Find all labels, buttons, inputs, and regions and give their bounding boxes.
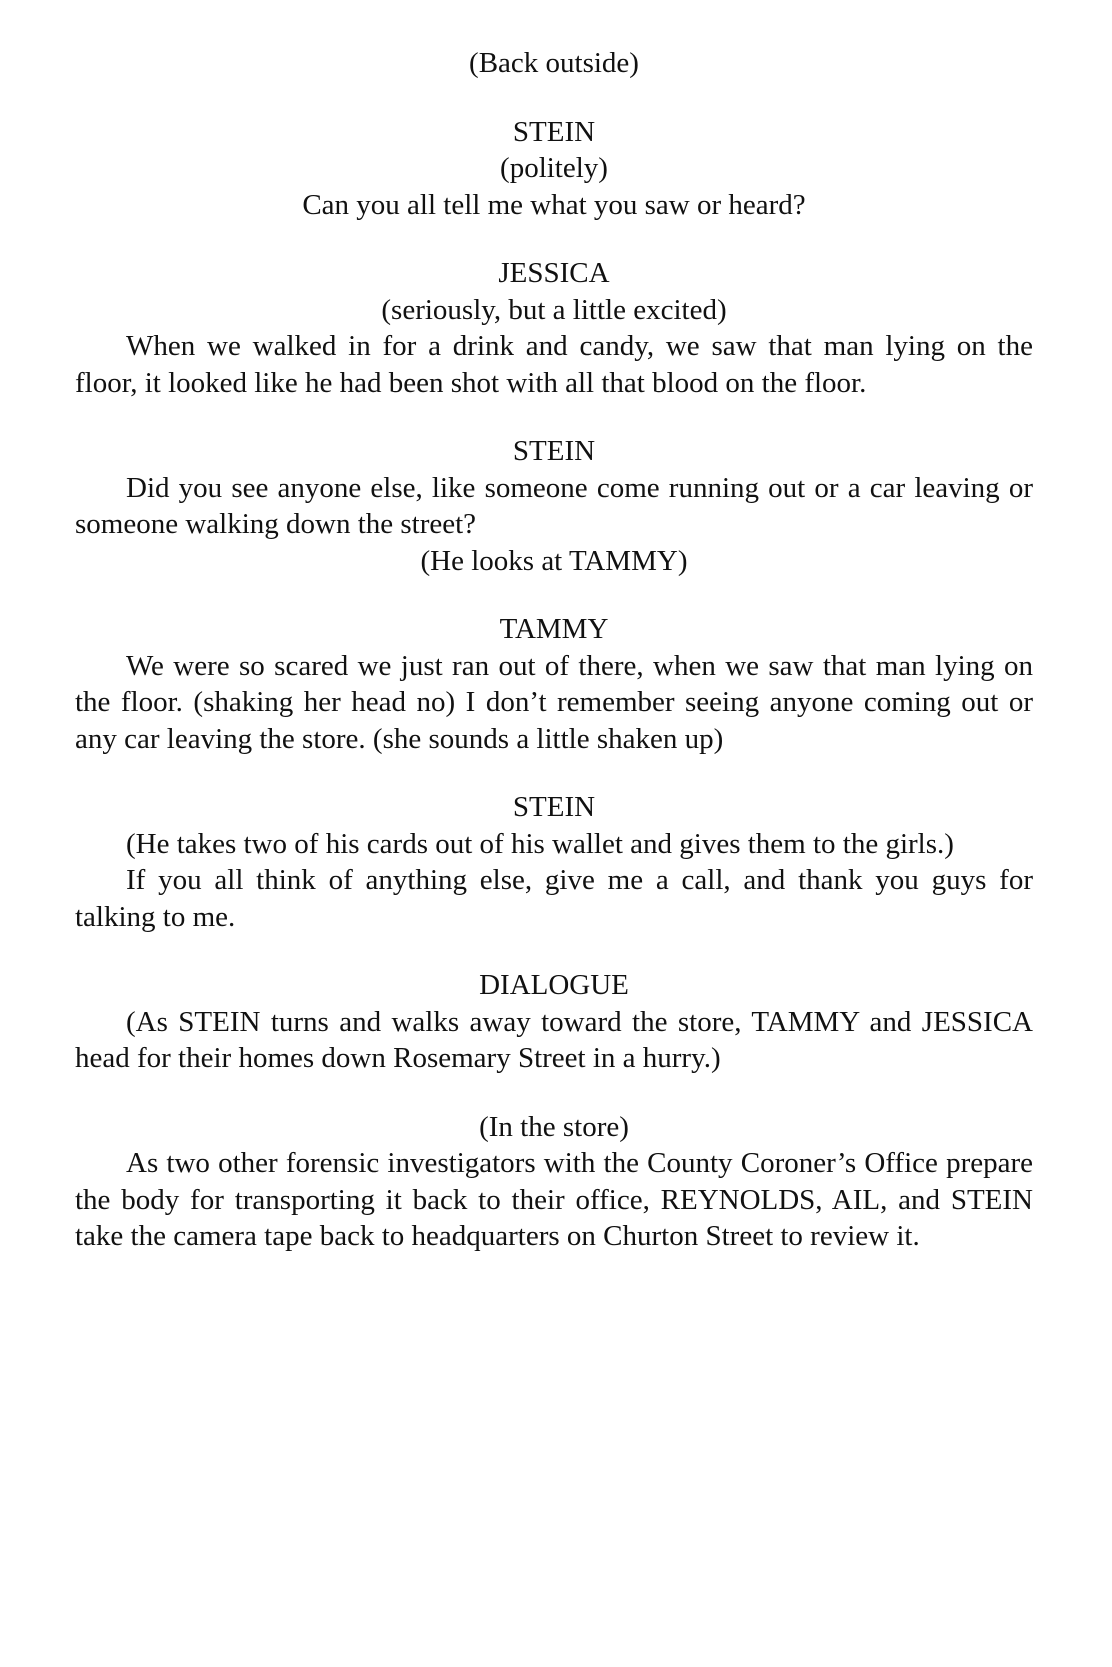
centered-line: DIALOGUE: [479, 969, 629, 1001]
script-block: [75, 967, 1033, 1077]
paragraph: If you all think of anything else, give me a call, and thank you guys for talking to me.: [75, 864, 1033, 933]
centered-line: TAMMY: [499, 613, 609, 645]
script-page: [75, 45, 1033, 1255]
centered-line: STEIN: [512, 435, 596, 467]
script-block: [75, 611, 1033, 757]
script-block: [75, 1109, 1033, 1255]
script-block: [75, 789, 1033, 935]
paragraph: When we walked in for a drink and candy, we saw that man lying on the floor, it looked like he had been shot with all that blood on the floor.: [75, 330, 1033, 399]
centered-line: JESSICA: [498, 257, 610, 289]
centered-line: STEIN: [512, 115, 596, 148]
centered-line: (politely): [500, 152, 608, 184]
script-block: [75, 433, 1033, 579]
centered-line: Can you all tell me what you saw or heard?: [302, 188, 806, 221]
paragraph: Did you see anyone else, like someone come running out or a car leaving or someone walking down the street?: [75, 471, 1033, 540]
centered-line: (He looks at TAMMY): [420, 544, 688, 577]
paragraph: (As STEIN turns and walks away toward the store, TAMMY and JESSICA head for their homes down Rosemary Street in a hurry.): [75, 1005, 1033, 1074]
centered-line: (Back outside): [469, 47, 639, 79]
script-block: [75, 45, 1033, 82]
script-block: [75, 114, 1033, 224]
script-block: [75, 255, 1033, 401]
centered-line: (seriously, but a little excited): [381, 293, 727, 326]
paragraph: (He takes two of his cards out of his wallet and gives them to the girls.): [126, 827, 954, 860]
paragraph: As two other forensic investigators with the County Coroner’s Office prepare the body for transporting it back to their office, REYNOLDS, AIL, and STEIN take the camera tape back to headquarters on Churton Street to review it.: [75, 1147, 1033, 1252]
centered-line: STEIN: [512, 791, 596, 823]
paragraph: We were so scared we just ran out of there, when we saw that man lying on the floor. (shaking her head no) I don’t remember seeing anyone coming out or any car leaving the store. (she sounds a little shaken up): [75, 649, 1033, 755]
centered-line: (In the store): [479, 1110, 629, 1143]
